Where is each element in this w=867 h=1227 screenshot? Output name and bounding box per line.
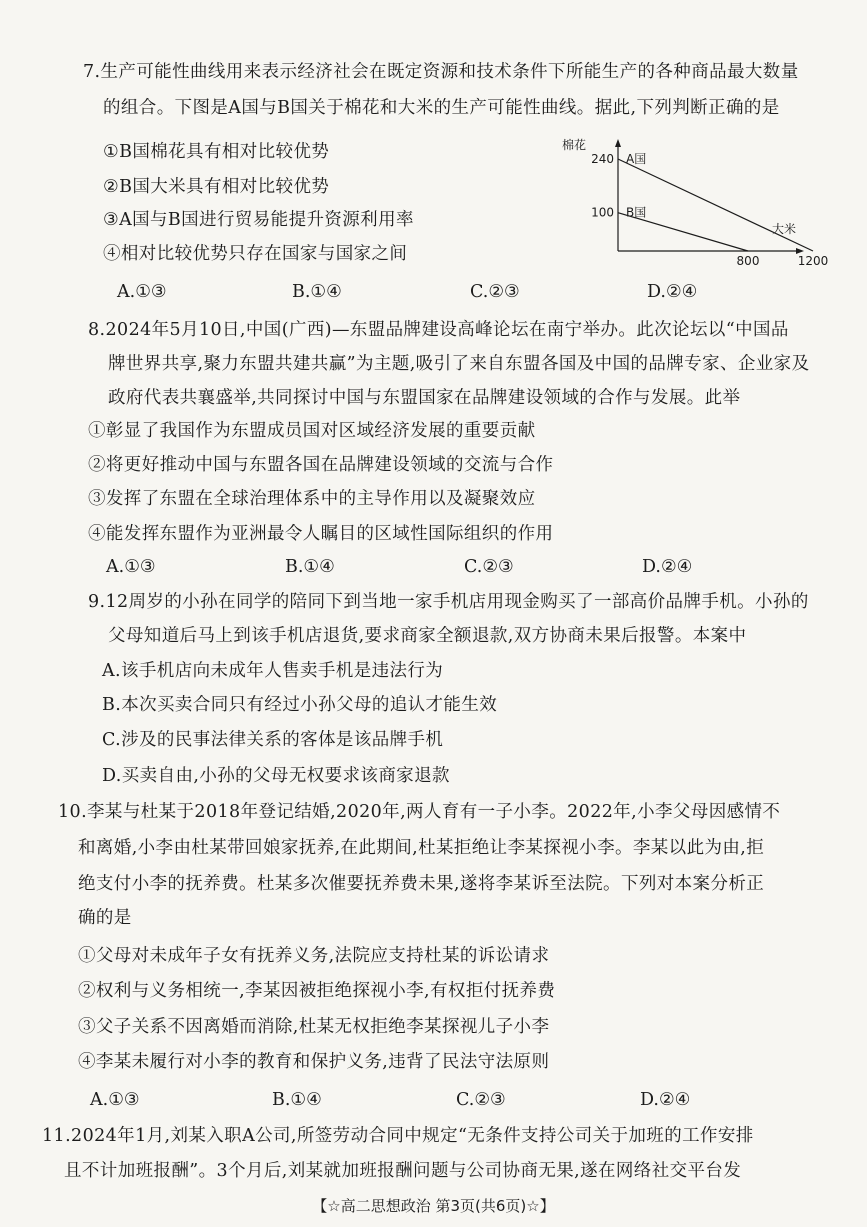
q10-choice-b: B.①④ xyxy=(272,1090,322,1110)
q8-stem-line-2: 牌世界共享,聚力东盟共建共赢”为主题,吸引了来自东盟各国及中国的品牌专家、企业家及 xyxy=(108,354,810,374)
q10-stem-line-1: 10.李某与杜某于2018年登记结婚,2020年,两人育有一子小李。2022年,小李父母因感情不 xyxy=(58,802,781,822)
q7-choice-c: C.②③ xyxy=(470,282,520,302)
q10-stem-line-3: 绝支付小李的抚养费。杜某多次催要抚养费未果,遂将李某诉至法院。下列对本案分析正 xyxy=(78,874,765,894)
q8-stem-line-1: 8.2024年5月10日,中国(广西)—东盟品牌建设高峰论坛在南宁举办。此次论坛以“中国品 xyxy=(88,320,789,340)
q10-item-4: ④李某未履行对小李的教育和保护义务,违背了民法守法原则 xyxy=(78,1052,550,1072)
q8-choice-b: B.①④ xyxy=(285,557,335,577)
q9-option-a: A.该手机店向未成年人售卖手机是违法行为 xyxy=(102,661,444,681)
q8-item-4: ④能发挥东盟作为亚洲最令人瞩目的区域性国际组织的作用 xyxy=(88,524,554,544)
q10-item-2: ②权利与义务相统一,李某因被拒绝探视小李,有权拒付抚养费 xyxy=(78,981,556,1001)
q9-stem-line-1: 9.12周岁的小孙在同学的陪同下到当地一家手机店用现金购买了一部高价品牌手机。小孙的 xyxy=(88,592,809,612)
series-line-a xyxy=(618,159,813,251)
q7-item-2: ②B国大米具有相对比较优势 xyxy=(103,177,330,197)
q9-option-b: B.本次买卖合同只有经过小孙父母的追认才能生效 xyxy=(102,695,498,715)
q8-stem-line-3: 政府代表共襄盛举,共同探讨中国与东盟国家在品牌建设领域的合作与发展。此举 xyxy=(108,388,741,408)
chart-x-axis-label: 大米 xyxy=(772,222,797,236)
q7-item-3: ③A国与B国进行贸易能提升资源利用率 xyxy=(103,210,414,230)
series-label-a: A国 xyxy=(626,152,647,166)
x-tick-label: 800 xyxy=(736,254,760,268)
y-tick-label: 240 xyxy=(591,152,614,166)
q7-choice-d: D.②④ xyxy=(647,282,698,302)
q7-item-1: ①B国棉花具有相对比较优势 xyxy=(103,142,330,162)
q10-stem-line-2: 和离婚,小李由杜某带回娘家抚养,在此期间,杜某拒绝让李某探视小李。李某以此为由,拒 xyxy=(78,838,765,858)
q7-stem-line-2: 的组合。下图是A国与B国关于棉花和大米的生产可能性曲线。据此,下列判断正确的是 xyxy=(103,98,780,118)
q10-choice-a: A.①③ xyxy=(90,1090,140,1110)
q8-choice-d: D.②④ xyxy=(642,557,693,577)
chart-y-arrow-icon xyxy=(615,139,621,147)
q7-stem-line-1: 7.生产可能性曲线用来表示经济社会在既定资源和技术条件下所能生产的各种商品最大数量 xyxy=(83,62,799,82)
q9-option-d: D.买卖自由,小孙的父母无权要求该商家退款 xyxy=(102,766,450,786)
q8-item-2: ②将更好推动中国与东盟各国在品牌建设领域的交流与合作 xyxy=(88,455,554,475)
q10-choice-c: C.②③ xyxy=(456,1090,506,1110)
q8-choice-a: A.①③ xyxy=(106,557,156,577)
y-tick-label: 100 xyxy=(591,205,614,220)
q10-item-1: ①父母对未成年子女有抚养义务,法院应支持杜某的诉讼请求 xyxy=(78,946,550,966)
x-tick-label: 1200 xyxy=(797,254,829,268)
q8-item-3: ③发挥了东盟在全球治理体系中的主导作用以及凝聚效应 xyxy=(88,489,536,509)
q10-choice-d: D.②④ xyxy=(640,1090,691,1110)
q7-item-4: ④相对比较优势只存在国家与国家之间 xyxy=(103,244,408,264)
q7-choice-b: B.①④ xyxy=(292,282,342,302)
q11-stem-line-2: 且不计加班报酬”。3个月后,刘某就加班报酬问题与公司协商无果,遂在网络社交平台发 xyxy=(64,1161,742,1181)
q10-stem-line-4: 确的是 xyxy=(78,908,132,928)
q9-option-c: C.涉及的民事法律关系的客体是该品牌手机 xyxy=(102,730,444,750)
chart-y-axis-label: 棉花 xyxy=(562,138,587,152)
q7-choice-a: A.①③ xyxy=(117,282,167,302)
q8-item-1: ①彰显了我国作为东盟成员国对区域经济发展的重要贡献 xyxy=(88,421,536,441)
q8-choice-c: C.②③ xyxy=(464,557,514,577)
q11-stem-line-1: 11.2024年1月,刘某入职A公司,所签劳动合同中规定“无条件支持公司关于加班的工作安排 xyxy=(42,1126,754,1146)
page-footer: 【☆高二思想政治 第3页(共6页)☆】 xyxy=(312,1197,555,1215)
q10-item-3: ③父子关系不因离婚而消除,杜某无权拒绝李某探视儿子小李 xyxy=(78,1017,550,1037)
q9-stem-line-2: 父母知道后马上到该手机店退货,要求商家全额退款,双方协商未果后报警。本案中 xyxy=(108,626,747,646)
production-possibility-chart xyxy=(560,135,829,270)
series-label-b: B国 xyxy=(626,205,647,220)
